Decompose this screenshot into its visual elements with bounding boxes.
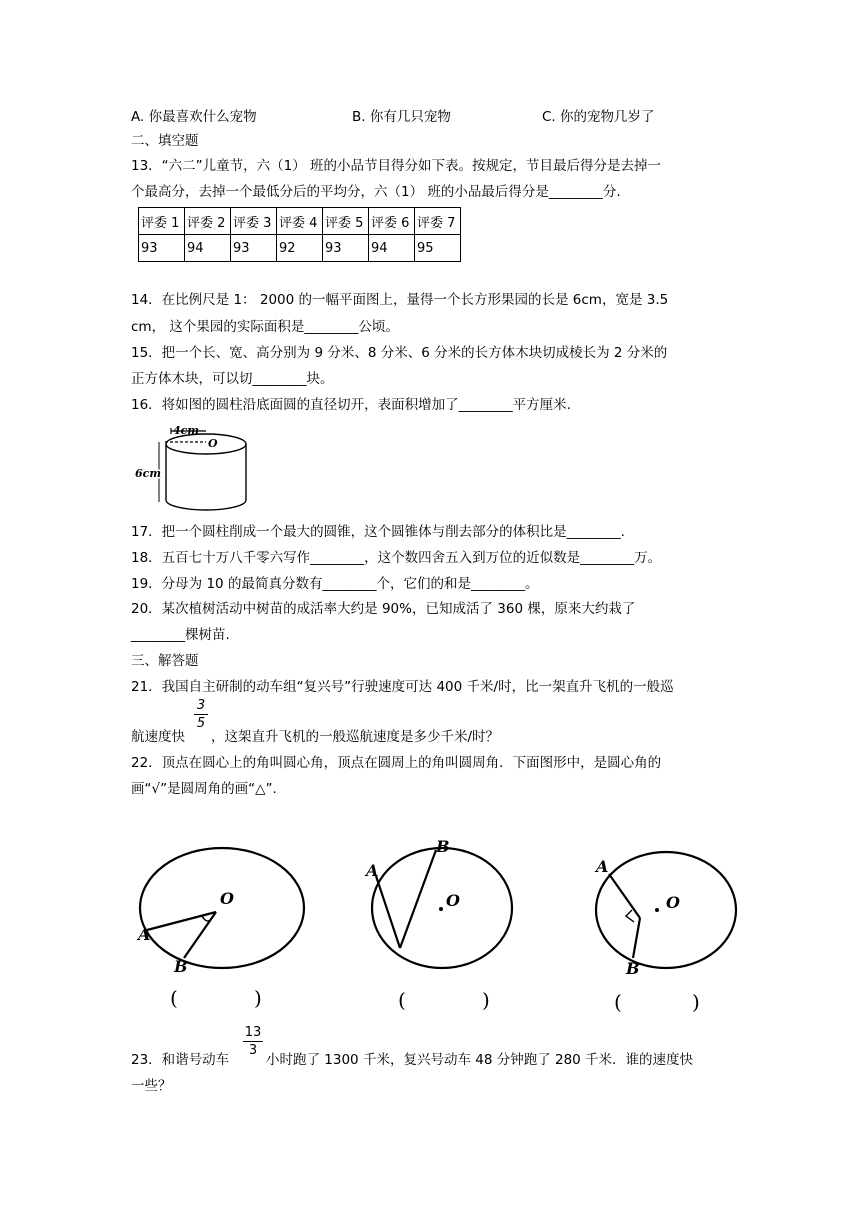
label-a: A <box>366 861 379 880</box>
q15-line2: 正方体木块，可以切________块。 <box>131 371 334 387</box>
center-dot <box>655 908 659 912</box>
table-row <box>139 235 461 262</box>
answer-paren-open[interactable]: ( <box>398 988 406 1012</box>
radius-label: 4cm <box>173 424 199 437</box>
circle-1 <box>140 848 304 968</box>
angle-mark <box>626 910 634 922</box>
answer-paren-open[interactable]: ( <box>170 986 178 1010</box>
q14-line1: 14．在比例尺是 1： 2000 的一幅平面图上，量得一个长方形果园的长是 6cm，宽是 3.5 <box>131 292 669 308</box>
fraction-numerator: 13 <box>244 1025 262 1040</box>
option-c: C. 你的宠物几岁了 <box>542 109 655 125</box>
segment-b <box>633 918 640 958</box>
table-cell: 93 <box>231 235 277 262</box>
answer-paren-close[interactable]: ) <box>692 990 700 1014</box>
label-o: O <box>220 889 234 908</box>
q20-line1: 20．某次植树活动中树苗的成活率大约是 90%，已知成活了 360 棵，原来大约栽了 <box>131 601 636 617</box>
q21-line1: 21．我国自主研制的动车组“复兴号”行驶速度可达 400 千米/时，比一架直升飞机的一般巡 <box>131 679 674 695</box>
q23-line1-post: 小时跑了 1300 千米，复兴号动车 48 分钟跑了 280 千米．谁的速度快 <box>266 1052 694 1068</box>
q23-line1-pre: 23．和谐号动车 <box>131 1052 230 1068</box>
q23-fraction <box>243 1025 263 1058</box>
q19-line: 19．分母为 10 的最简真分数有________个，它们的和是________。 <box>131 576 539 592</box>
q13-line1: 13．“六二”儿童节，六（1） 班的小品节目得分如下表。按规定，节目最后得分是去掉一 <box>131 158 662 174</box>
q14-line2: cm， 这个果园的实际面积是________公顷。 <box>131 319 399 335</box>
label-o: O <box>666 893 680 912</box>
center-label: O <box>208 437 218 450</box>
q21-line2-pre: 航速度快 <box>131 729 185 745</box>
answer-paren-close[interactable]: ) <box>482 988 490 1012</box>
angle-arc <box>202 916 210 921</box>
q16-line1: 16．将如图的圆柱沿底面圆的直径切开，表面积增加了________平方厘米. <box>131 397 571 413</box>
answer-paren-open[interactable]: ( <box>614 990 622 1014</box>
answer-paren-close[interactable]: ) <box>254 986 262 1010</box>
label-b: B <box>626 959 640 978</box>
q21-line2-post: ，这架直升飞机的一般巡航速度是多少千米/时？ <box>211 729 500 745</box>
table-header-cell: 评委 3 <box>231 208 277 235</box>
fraction-denominator: 3 <box>248 1043 258 1058</box>
label-b: B <box>436 837 450 856</box>
table-header-cell: 评委 5 <box>323 208 369 235</box>
cylinder-top <box>166 434 246 454</box>
fraction-denominator: 5 <box>196 716 206 731</box>
cylinder-figure <box>133 420 253 512</box>
section-heading-fill-blank: 二、填空题 <box>131 133 199 149</box>
table-cell: 94 <box>185 235 231 262</box>
score-table <box>138 207 461 262</box>
table-header-cell: 评委 4 <box>277 208 323 235</box>
q18-line: 18．五百七十万八千零六写作________，这个数四舍五入到万位的近似数是________万。 <box>131 550 662 566</box>
table-header-cell: 评委 1 <box>139 208 185 235</box>
q22-line1: 22．顶点在圆心上的角叫圆心角，顶点在圆周上的角叫圆周角．下面图形中，是圆心角的 <box>131 755 662 771</box>
option-a: A. 你最喜欢什么宠物 <box>131 109 257 125</box>
table-cell: 94 <box>369 235 415 262</box>
table-cell: 93 <box>323 235 369 262</box>
label-a: A <box>596 857 609 876</box>
fraction-numerator: 3 <box>196 698 206 713</box>
circle-figure-3 <box>594 852 736 978</box>
table-cell: 93 <box>139 235 185 262</box>
height-label: 6cm <box>135 467 161 480</box>
table-header-row <box>139 208 461 235</box>
q20-line2: ________棵树苗. <box>131 627 230 643</box>
table-header-cell: 评委 2 <box>185 208 231 235</box>
circle-figure-1 <box>136 848 304 976</box>
fraction-bar <box>243 1041 263 1042</box>
label-a: A <box>138 925 151 944</box>
angle-figures <box>130 830 750 980</box>
label-b: B <box>174 957 188 976</box>
fraction-bar <box>194 714 208 715</box>
section-heading-solve: 三、解答题 <box>131 653 199 669</box>
table-header-cell: 评委 7 <box>415 208 461 235</box>
segment-a <box>609 874 640 918</box>
table-cell: 92 <box>277 235 323 262</box>
option-b: B. 你有几只宠物 <box>352 109 451 125</box>
center-dot <box>439 907 443 911</box>
table-cell: 95 <box>415 235 461 262</box>
cylinder-bottom <box>166 500 246 510</box>
table-header-cell: 评委 6 <box>369 208 415 235</box>
circle-figure-2 <box>364 837 512 968</box>
q15-line1: 15．把一个长、宽、高分别为 9 分米、8 分米、6 分米的长方体木块切成棱长为 2 分米的 <box>131 345 668 361</box>
q17-line: 17．把一个圆柱削成一个最大的圆锥，这个圆锥体与削去部分的体积比是________. <box>131 524 625 540</box>
q21-fraction <box>194 698 208 731</box>
chord-b <box>400 850 436 948</box>
q13-line2: 个最高分，去掉一个最低分后的平均分，六（1） 班的小品最后得分是________分. <box>131 184 621 200</box>
q22-line2: 画“√”是圆周角的画“△”. <box>131 781 277 797</box>
label-o: O <box>446 891 460 910</box>
q23-line2: 一些？ <box>131 1078 172 1094</box>
